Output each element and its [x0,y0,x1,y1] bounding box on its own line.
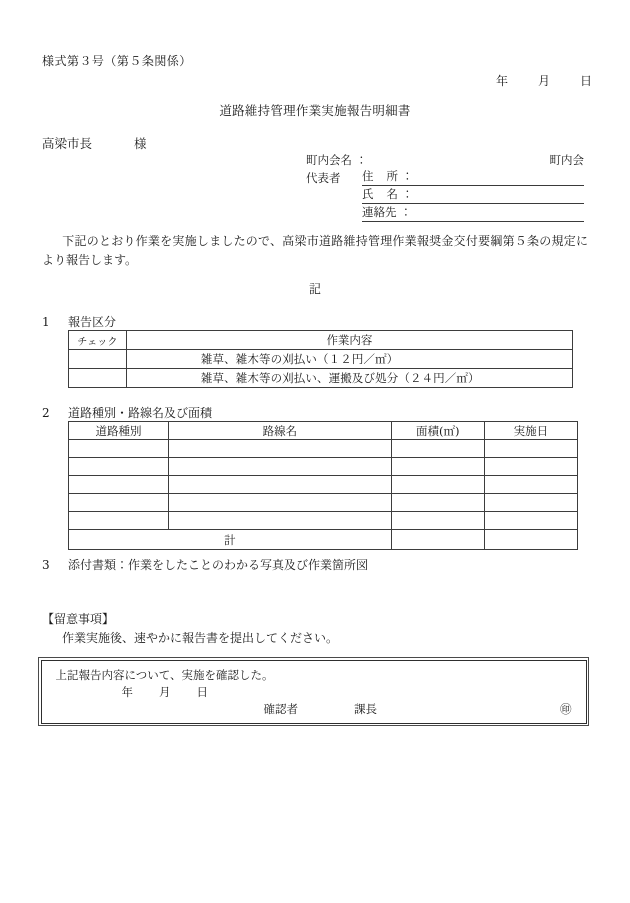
column-header-date: 実施日 [484,422,577,440]
representative-contact-row [306,204,584,222]
association-name-row [306,150,584,168]
body-paragraph [42,232,588,269]
table-row [69,512,578,530]
table-row [69,440,578,458]
confirmation-statement: 上記報告内容について、実施を確認した。 [55,667,274,682]
section1-number: 1 [42,315,50,329]
route-name-cell[interactable] [169,458,392,476]
section2-title: 道路種別・路線名及び面積 [68,406,213,420]
column-header-road-type: 道路種別 [69,422,169,440]
date-cell[interactable] [484,512,577,530]
date-year-label: 年 [495,74,508,88]
section3-title: 添付書類：作業をしたことのわかる写真及び作業箇所図 [68,558,369,572]
check-cell-row1[interactable] [69,350,127,369]
check-cell-row2[interactable] [69,369,127,388]
total-label-cell: 計 [69,530,392,550]
table-row [69,476,578,494]
column-header-area: 面積(㎡) [391,422,484,440]
addressee-honorific: 様 [134,136,147,151]
confirmation-date-line [122,684,209,700]
contact-label: 連絡先 ： [362,205,412,219]
confirmation-box-inner [41,660,587,724]
address-field[interactable] [362,168,584,186]
road-type-cell[interactable] [69,458,169,476]
area-cell[interactable] [391,458,484,476]
notes-text: 作業実施後、速やかに報告書を提出してください。 [62,631,339,645]
form-number: 様式第３号（第５条関係） [42,54,192,68]
area-cell[interactable] [391,494,484,512]
contact-field[interactable] [362,204,584,222]
date-cell[interactable] [484,494,577,512]
section3-number: 3 [42,558,50,572]
road-detail-table [68,421,578,550]
confirmation-signature-line [264,701,378,717]
representative-label: 代表者 [306,171,341,185]
total-area-cell[interactable] [391,530,484,550]
table-header-row [69,422,578,440]
association-name-suffix: 町内会 [549,153,584,167]
addressee [42,134,147,152]
content-cell-row1: 雑草、雑木等の刈払い（１２円／㎡） [126,350,572,369]
road-type-cell[interactable] [69,440,169,458]
date-cell[interactable] [484,440,577,458]
table-header-row [69,331,573,350]
confirmation-box [38,657,589,726]
confirmation-day-label: 日 [196,684,208,699]
section2-heading [42,404,212,421]
section2-number: 2 [42,406,50,420]
report-category-table [68,330,573,388]
date-month-label: 月 [537,74,550,88]
table-row [69,350,573,369]
road-type-cell[interactable] [69,512,169,530]
road-type-cell[interactable] [69,476,169,494]
representative-name-row [306,186,584,204]
area-cell[interactable] [391,476,484,494]
section1-heading [42,313,116,330]
route-name-cell[interactable] [169,440,392,458]
notes-title: 【留意事項】 [42,612,115,626]
seal-icon: ㊞ [560,701,572,716]
address-label: 住 所 ： [362,169,414,183]
section-chief-label: 課長 [354,701,377,716]
table-row [69,369,573,388]
area-cell[interactable] [391,512,484,530]
area-cell[interactable] [391,440,484,458]
confirmation-month-label: 月 [159,684,171,699]
column-header-route-name: 路線名 [169,422,392,440]
section3-heading [42,556,368,573]
document-date-line [496,72,592,89]
route-name-cell[interactable] [169,494,392,512]
name-label: 氏 名 ： [362,187,414,201]
addressee-name: 高梁市長 [42,136,93,151]
date-cell[interactable] [484,476,577,494]
road-type-cell[interactable] [69,494,169,512]
ki-marker: 記 [308,282,321,296]
name-field[interactable] [362,186,584,204]
section1-title: 報告区分 [68,315,117,329]
representative-address-row [306,168,584,186]
table-row [69,458,578,476]
total-date-cell[interactable] [484,530,577,550]
content-cell-row2: 雑草、雑木等の刈払い、運搬及び処分（２４円／㎡） [126,369,572,388]
table-total-row [69,530,578,550]
route-name-cell[interactable] [169,476,392,494]
column-header-content: 作業内容 [126,331,572,350]
association-name-label: 町内会名 ： [306,153,368,167]
applicant-block [306,150,584,222]
route-name-cell[interactable] [169,512,392,530]
confirmation-year-label: 年 [121,684,133,699]
column-header-check: チェック [69,331,127,350]
table-row [69,494,578,512]
body-paragraph-text: 下記のとおり作業を実施しましたので、高梁市道路維持管理作業報奨金交付要綱第５条の規定により報告します。 [42,234,588,267]
date-day-label: 日 [579,74,592,88]
document-title: 道路維持管理作業実施報告明細書 [219,103,411,118]
confirmer-label: 確認者 [263,701,298,716]
date-cell[interactable] [484,458,577,476]
